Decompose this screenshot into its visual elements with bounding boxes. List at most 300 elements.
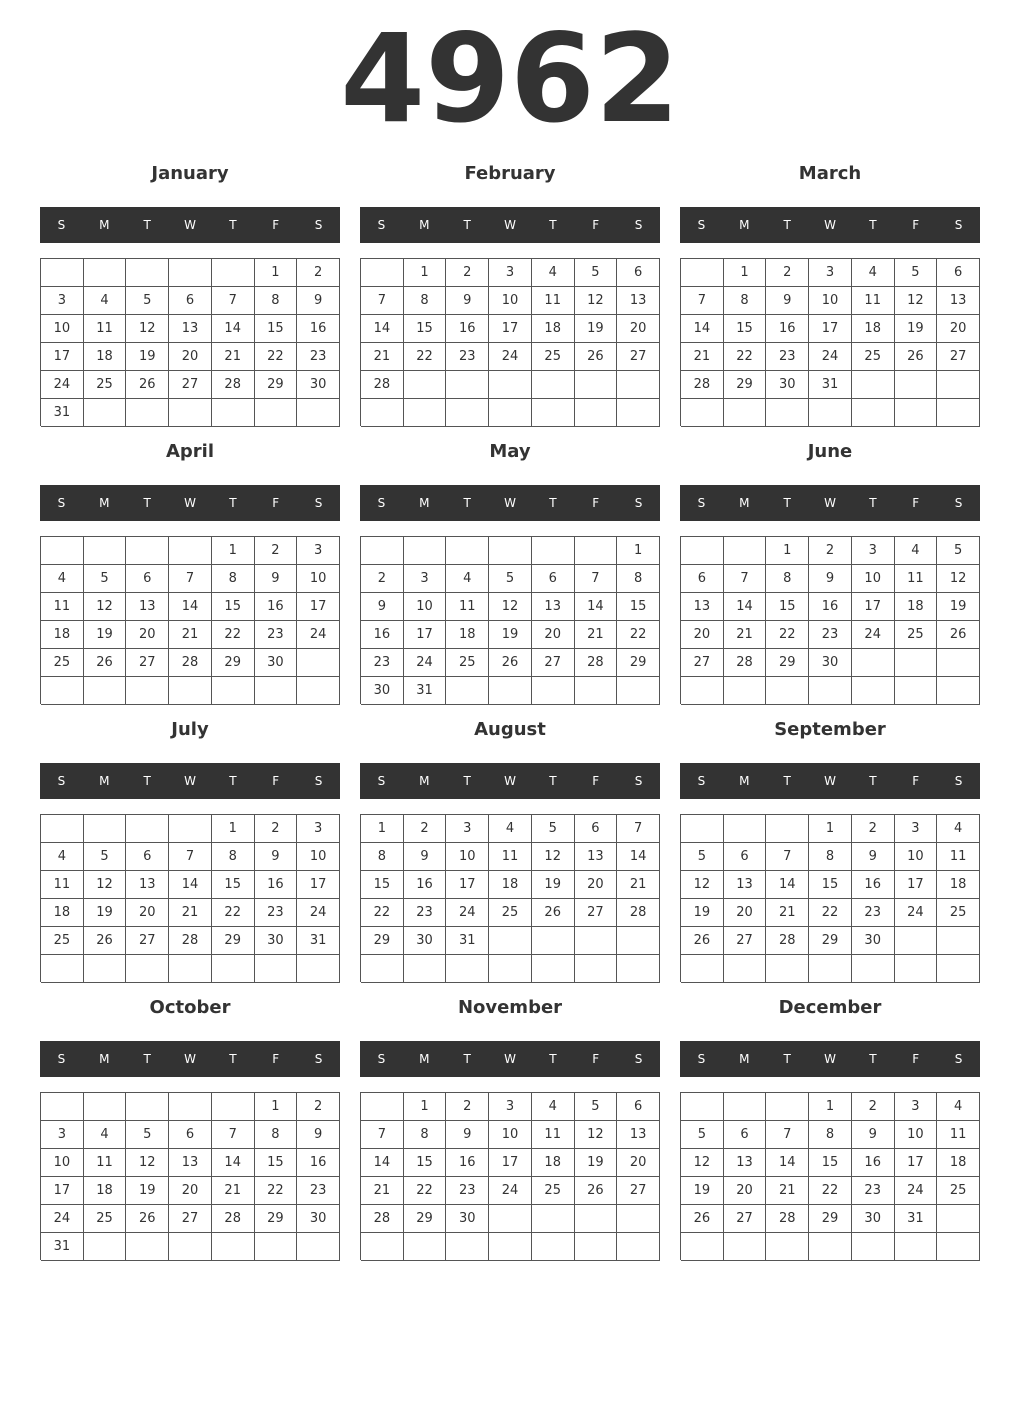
day-cell: 16 [766,315,809,343]
weekday-label: M [419,1052,430,1066]
day-cell: 11 [41,593,84,621]
day-cell: 17 [41,1177,84,1205]
day-cell: 24 [852,621,895,649]
day-cell [532,371,575,399]
weekday-label: S [634,774,643,788]
weekday-label: M [419,496,430,510]
day-cell: 16 [404,871,447,899]
day-cell: 22 [724,343,767,371]
day-cell: 7 [724,565,767,593]
day-cell: 22 [361,899,404,927]
day-cell: 22 [255,343,298,371]
day-cell: 30 [809,649,852,677]
day-cell: 19 [84,621,127,649]
day-cell: 23 [852,899,895,927]
day-cell: 6 [617,259,660,287]
day-cell: 26 [84,927,127,955]
weekday-label: W [824,774,836,788]
weekday-label: W [824,218,836,232]
day-cell [126,399,169,427]
day-cell: 1 [809,1093,852,1121]
day-cell: 2 [404,815,447,843]
weekday-label: W [824,496,836,510]
day-cell: 31 [41,1233,84,1261]
day-cell: 6 [532,565,575,593]
day-cell [169,1233,212,1261]
day-cell: 1 [766,537,809,565]
day-cell: 2 [297,1093,340,1121]
day-cell [297,399,340,427]
day-cell [489,537,532,565]
day-cell [212,955,255,983]
day-cell: 11 [532,287,575,315]
day-cell: 17 [809,315,852,343]
day-cell: 6 [724,843,767,871]
day-cell [169,1093,212,1121]
weekday-label: W [504,1052,516,1066]
weekday-label: F [272,774,280,788]
day-cell [724,399,767,427]
day-cell: 20 [681,621,724,649]
day-cell: 5 [937,537,980,565]
day-cell: 3 [297,815,340,843]
day-cell: 28 [681,371,724,399]
day-cell: 16 [446,315,489,343]
day-cell: 12 [575,1121,618,1149]
weekday-header [40,207,340,243]
day-cell: 23 [852,1177,895,1205]
day-cell: 23 [297,1177,340,1205]
day-cell: 29 [809,1205,852,1233]
day-cell [361,259,404,287]
day-cell [169,677,212,705]
day-cell: 10 [852,565,895,593]
day-cell: 18 [532,1149,575,1177]
day-cell: 10 [41,1149,84,1177]
month-name: November [457,997,563,1018]
month-october [40,986,340,1264]
day-cell [937,649,980,677]
day-cell: 24 [41,1205,84,1233]
day-cell [361,1233,404,1261]
day-cell: 17 [446,871,489,899]
day-cell [532,1205,575,1233]
day-cell [852,649,895,677]
day-cell: 29 [766,649,809,677]
day-cell [41,677,84,705]
day-cell: 14 [575,593,618,621]
day-cell [937,677,980,705]
day-cell: 1 [404,1093,447,1121]
day-grid [40,536,340,704]
day-cell: 8 [212,843,255,871]
weekday-label: T [783,774,791,788]
weekday-label: T [549,496,557,510]
day-cell: 30 [255,649,298,677]
month-name: December [778,997,882,1018]
day-cell [575,1233,618,1261]
day-cell: 18 [852,315,895,343]
day-cell [681,399,724,427]
day-cell: 3 [809,259,852,287]
day-cell [532,1233,575,1261]
day-cell: 26 [681,927,724,955]
day-cell: 30 [404,927,447,955]
day-cell: 16 [297,315,340,343]
day-cell [724,677,767,705]
weekday-label: M [419,218,430,232]
day-cell: 3 [41,1121,84,1149]
day-cell [446,677,489,705]
day-cell: 30 [852,927,895,955]
weekday-label: T [229,774,237,788]
day-cell: 6 [169,1121,212,1149]
day-cell [575,537,618,565]
weekday-header [40,763,340,799]
day-cell: 1 [724,259,767,287]
day-cell: 18 [84,1177,127,1205]
day-cell: 16 [852,1149,895,1177]
day-cell [575,1205,618,1233]
day-cell: 17 [297,593,340,621]
day-cell: 25 [532,1177,575,1205]
day-cell: 22 [255,1177,298,1205]
day-cell: 11 [84,315,127,343]
day-cell: 8 [361,843,404,871]
day-cell: 15 [809,871,852,899]
day-cell: 30 [361,677,404,705]
weekday-label: T [143,774,151,788]
day-cell: 9 [852,843,895,871]
day-cell: 16 [361,621,404,649]
day-cell [84,1093,127,1121]
day-cell [84,815,127,843]
day-cell: 9 [297,1121,340,1149]
day-cell [212,1233,255,1261]
day-cell [617,1205,660,1233]
weekday-label: F [272,1052,280,1066]
day-cell [169,399,212,427]
weekday-label: F [912,496,920,510]
day-cell [404,537,447,565]
day-cell: 22 [809,1177,852,1205]
day-cell: 24 [489,343,532,371]
day-cell: 6 [169,287,212,315]
weekday-label: T [229,218,237,232]
day-cell: 11 [446,593,489,621]
month-july [40,708,340,986]
day-cell [766,815,809,843]
day-cell: 14 [724,593,767,621]
day-cell: 27 [937,343,980,371]
day-cell: 21 [361,1177,404,1205]
day-cell: 14 [212,315,255,343]
weekday-label: S [314,1052,323,1066]
day-cell [255,955,298,983]
day-cell: 4 [852,259,895,287]
weekday-label: W [184,218,196,232]
day-cell: 23 [297,343,340,371]
weekday-header [680,207,980,243]
weekday-label: T [869,218,877,232]
day-cell: 13 [724,1149,767,1177]
weekday-label: T [143,1052,151,1066]
day-cell: 21 [169,621,212,649]
day-cell: 5 [681,843,724,871]
day-cell: 1 [255,1093,298,1121]
weekday-label: F [272,218,280,232]
day-cell [41,815,84,843]
day-cell: 22 [766,621,809,649]
weekday-label: S [634,496,643,510]
day-cell [255,677,298,705]
day-cell: 10 [297,843,340,871]
day-cell: 12 [575,287,618,315]
day-cell [489,371,532,399]
weekday-label: W [504,496,516,510]
day-cell [617,677,660,705]
weekday-label: T [463,774,471,788]
weekday-label: M [739,1052,750,1066]
day-cell: 20 [169,1177,212,1205]
day-cell: 16 [297,1149,340,1177]
day-cell [809,955,852,983]
day-cell: 9 [446,1121,489,1149]
months-grid [40,152,980,1264]
weekday-label: T [869,496,877,510]
day-cell [361,399,404,427]
day-cell: 20 [617,315,660,343]
day-cell: 4 [489,815,532,843]
month-name: July [171,719,209,740]
day-cell: 29 [212,927,255,955]
day-cell: 28 [724,649,767,677]
day-cell: 18 [937,871,980,899]
month-june [680,430,980,708]
weekday-label: W [504,218,516,232]
day-grid [680,258,980,426]
day-cell: 29 [617,649,660,677]
day-cell: 18 [937,1149,980,1177]
day-cell [489,1205,532,1233]
day-cell: 23 [361,649,404,677]
day-cell [575,677,618,705]
day-cell: 1 [809,815,852,843]
day-cell: 6 [724,1121,767,1149]
day-cell: 24 [895,1177,938,1205]
weekday-label: S [57,496,66,510]
day-cell: 17 [404,621,447,649]
day-cell [766,1093,809,1121]
weekday-label: S [377,218,386,232]
day-cell: 9 [446,287,489,315]
day-cell: 7 [361,287,404,315]
day-cell [937,371,980,399]
day-cell [617,1233,660,1261]
day-cell: 28 [766,1205,809,1233]
day-grid [360,258,660,426]
day-cell: 2 [809,537,852,565]
day-cell [766,399,809,427]
weekday-label: S [57,774,66,788]
day-cell: 9 [297,287,340,315]
day-cell: 17 [895,871,938,899]
day-cell: 10 [446,843,489,871]
day-cell [84,259,127,287]
day-cell [937,955,980,983]
day-cell: 8 [255,1121,298,1149]
weekday-label: M [739,496,750,510]
day-cell: 2 [852,1093,895,1121]
day-cell: 4 [937,1093,980,1121]
weekday-label: S [314,218,323,232]
day-cell: 25 [84,1205,127,1233]
day-cell: 18 [84,343,127,371]
day-cell: 20 [532,621,575,649]
day-cell: 11 [41,871,84,899]
day-cell: 8 [766,565,809,593]
day-cell: 19 [126,343,169,371]
day-cell [126,955,169,983]
day-cell [532,399,575,427]
month-may [360,430,660,708]
day-cell: 27 [169,1205,212,1233]
day-cell: 29 [724,371,767,399]
day-cell: 22 [617,621,660,649]
weekday-label: S [377,496,386,510]
day-cell: 26 [937,621,980,649]
day-cell: 25 [895,621,938,649]
day-cell: 25 [41,927,84,955]
day-cell: 15 [361,871,404,899]
weekday-label: S [634,1052,643,1066]
day-cell: 8 [212,565,255,593]
weekday-label: S [697,774,706,788]
day-cell: 3 [41,287,84,315]
day-cell: 19 [575,1149,618,1177]
weekday-label: T [869,774,877,788]
day-cell [895,927,938,955]
weekday-label: S [57,1052,66,1066]
day-cell: 26 [575,1177,618,1205]
day-grid [40,258,340,426]
day-cell: 1 [404,259,447,287]
day-cell [489,399,532,427]
day-cell [297,955,340,983]
day-cell: 8 [809,843,852,871]
day-cell [212,259,255,287]
day-cell: 9 [361,593,404,621]
day-cell: 15 [809,1149,852,1177]
day-cell: 12 [532,843,575,871]
month-april [40,430,340,708]
day-cell: 10 [895,1121,938,1149]
day-cell: 11 [852,287,895,315]
day-cell [937,399,980,427]
day-cell: 31 [809,371,852,399]
day-cell: 3 [297,537,340,565]
day-cell: 4 [84,287,127,315]
day-cell: 5 [84,843,127,871]
day-cell: 6 [681,565,724,593]
day-cell: 6 [617,1093,660,1121]
weekday-label: M [99,774,110,788]
day-cell: 14 [681,315,724,343]
weekday-label: F [272,496,280,510]
day-cell: 24 [446,899,489,927]
day-cell: 25 [84,371,127,399]
weekday-label: F [592,774,600,788]
month-march [680,152,980,430]
day-cell: 30 [297,371,340,399]
day-cell: 28 [766,927,809,955]
day-cell [532,927,575,955]
day-cell [575,371,618,399]
day-cell: 30 [852,1205,895,1233]
day-cell: 11 [489,843,532,871]
day-cell: 12 [895,287,938,315]
day-cell [84,955,127,983]
day-cell: 4 [895,537,938,565]
day-cell [41,1093,84,1121]
day-cell: 7 [766,1121,809,1149]
day-grid [360,1092,660,1260]
day-cell: 5 [575,259,618,287]
day-cell: 16 [255,871,298,899]
weekday-header [40,1041,340,1077]
month-name: January [151,163,229,184]
weekday-label: F [592,1052,600,1066]
day-cell: 25 [852,343,895,371]
day-cell: 27 [169,371,212,399]
day-cell: 10 [489,1121,532,1149]
day-cell: 24 [809,343,852,371]
day-cell [681,1093,724,1121]
day-cell: 19 [532,871,575,899]
day-cell: 7 [766,843,809,871]
day-cell: 12 [126,1149,169,1177]
weekday-label: M [99,218,110,232]
day-cell: 27 [126,927,169,955]
day-cell [126,1233,169,1261]
day-cell: 29 [255,371,298,399]
day-cell [126,677,169,705]
weekday-label: S [377,774,386,788]
day-cell: 17 [895,1149,938,1177]
day-cell: 4 [84,1121,127,1149]
day-cell: 26 [489,649,532,677]
weekday-label: T [463,1052,471,1066]
day-cell: 19 [681,1177,724,1205]
weekday-label: T [463,496,471,510]
day-cell: 14 [361,1149,404,1177]
day-cell: 21 [766,1177,809,1205]
day-cell: 8 [809,1121,852,1149]
day-cell [681,537,724,565]
day-cell [255,399,298,427]
day-cell [84,677,127,705]
day-cell: 19 [489,621,532,649]
weekday-label: M [99,496,110,510]
day-cell: 11 [937,1121,980,1149]
weekday-header [680,1041,980,1077]
day-cell: 15 [255,1149,298,1177]
day-cell: 26 [126,1205,169,1233]
weekday-label: S [954,1052,963,1066]
day-cell: 5 [126,287,169,315]
day-cell: 21 [724,621,767,649]
day-cell: 4 [41,843,84,871]
